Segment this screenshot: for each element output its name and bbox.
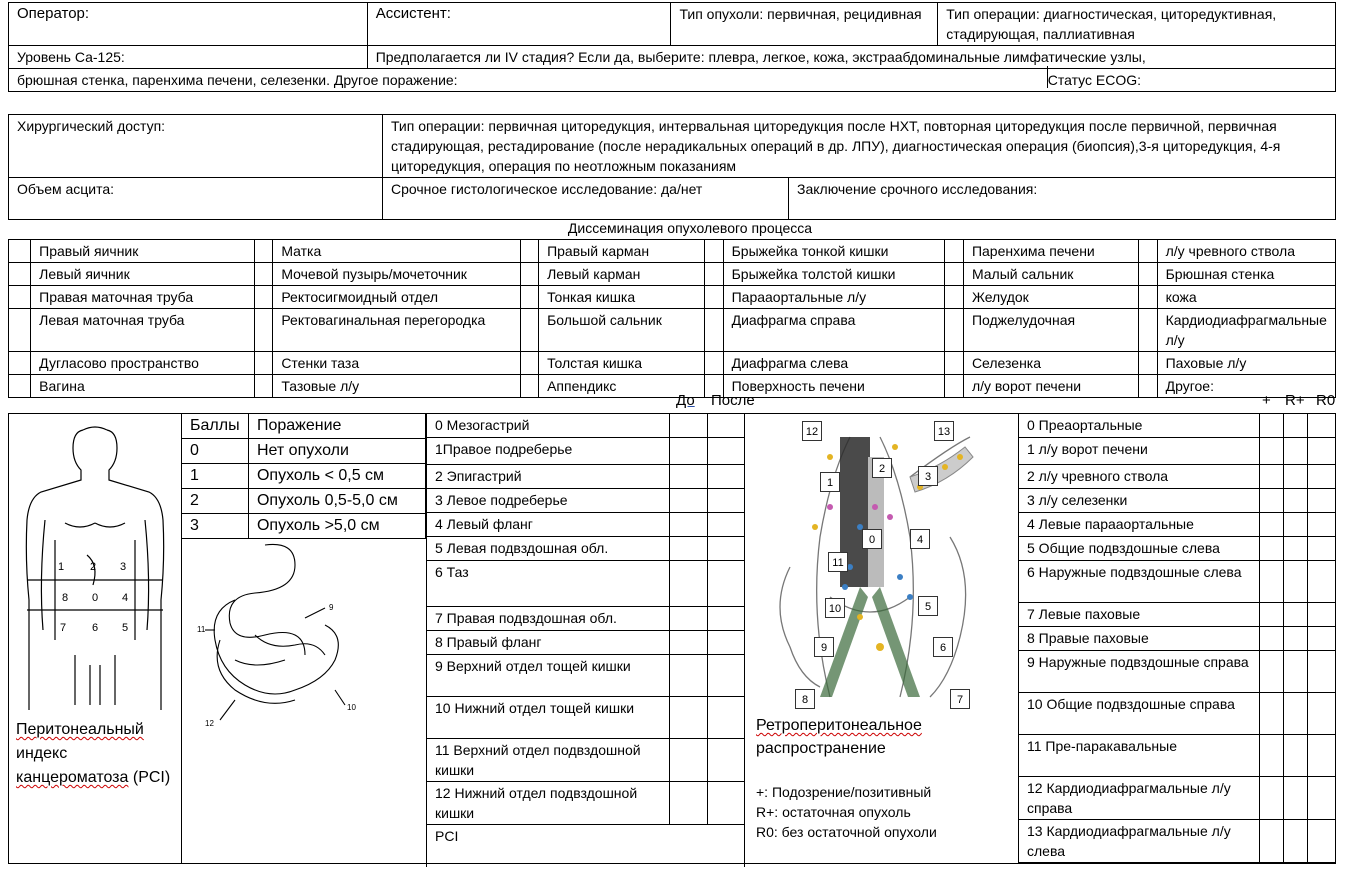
node-rplus-cell[interactable] bbox=[1284, 627, 1308, 651]
pci-region: 7 Правая подвздошная обл. bbox=[427, 607, 670, 631]
node-r0-cell[interactable] bbox=[1308, 465, 1336, 489]
region-after-cell[interactable] bbox=[708, 561, 745, 607]
dissemination-checkbox[interactable] bbox=[9, 240, 31, 263]
pci-region: 8 Правый фланг bbox=[427, 631, 670, 655]
lymph-node-site: 12 Кардиодиафрагмальные л/у справа bbox=[1019, 777, 1260, 820]
node-r0-cell[interactable] bbox=[1308, 735, 1336, 777]
score-value: 1 bbox=[182, 464, 249, 489]
dissemination-checkbox[interactable] bbox=[254, 352, 272, 375]
dissemination-checkbox[interactable] bbox=[945, 263, 963, 286]
dissemination-site: Аппендикс bbox=[539, 375, 705, 398]
node-rplus-cell[interactable] bbox=[1284, 561, 1308, 603]
anatomy-number-box: 4 bbox=[910, 529, 930, 549]
lymph-node-site: 13 Кардиодиафрагмальные л/у слева bbox=[1019, 820, 1260, 863]
score-value: 3 bbox=[182, 514, 249, 539]
dissemination-site: Матка bbox=[273, 240, 520, 263]
dissemination-site: Паренхима печени bbox=[963, 240, 1138, 263]
surgery-table bbox=[8, 114, 1336, 220]
dissemination-site: Поджелудочная bbox=[963, 309, 1138, 352]
lymph-node-site: 7 Левые паховые bbox=[1019, 603, 1260, 627]
lymph-node-site: 2 л/у чревного ствола bbox=[1019, 465, 1260, 489]
anatomy-number-box: 12 bbox=[802, 421, 822, 441]
node-r0-cell[interactable] bbox=[1308, 414, 1336, 438]
dissemination-site: Другое: bbox=[1157, 375, 1335, 398]
node-plus-cell[interactable] bbox=[1260, 735, 1284, 777]
region-before-cell[interactable] bbox=[670, 489, 708, 513]
anatomy-number-box: 3 bbox=[918, 466, 938, 486]
node-plus-cell[interactable] bbox=[1260, 651, 1284, 693]
dissemination-checkbox[interactable] bbox=[254, 309, 272, 352]
ecog-divider bbox=[1047, 66, 1048, 88]
rplus-marker: R+ bbox=[1285, 392, 1305, 409]
region-before-cell[interactable] bbox=[670, 739, 708, 782]
dissemination-checkbox[interactable] bbox=[520, 375, 538, 398]
dissemination-site: Кардиодиафрагмальные л/у bbox=[1157, 309, 1335, 352]
score-value: 0 bbox=[182, 439, 249, 464]
anatomy-number-box: 8 bbox=[795, 689, 815, 709]
anatomy-number-box: 11 bbox=[828, 552, 848, 572]
region-before-cell[interactable] bbox=[670, 465, 708, 489]
region-before-cell[interactable] bbox=[670, 561, 708, 607]
node-plus-cell[interactable] bbox=[1260, 627, 1284, 651]
before-label: До bbox=[676, 392, 695, 409]
dissemination-site: Стенки таза bbox=[273, 352, 520, 375]
ecog-field[interactable]: Статус ECOG: bbox=[938, 69, 1336, 92]
stage4-question: Предполагается ли IV стадия? Если да, выберите: плевра, легкое, кожа, экстраабдоминальные лимфатические узлы, bbox=[367, 46, 1335, 69]
dissemination-site: Брюшная стенка bbox=[1157, 263, 1335, 286]
dissemination-site: Вагина bbox=[31, 375, 255, 398]
pci-region: 0 Мезогастрий bbox=[427, 414, 670, 438]
node-plus-cell[interactable] bbox=[1260, 561, 1284, 603]
dissemination-checkbox[interactable] bbox=[1139, 263, 1157, 286]
dissemination-checkbox[interactable] bbox=[254, 240, 272, 263]
region-after-cell[interactable] bbox=[708, 607, 745, 631]
node-rplus-cell[interactable] bbox=[1284, 465, 1308, 489]
body-region-2: 2 bbox=[89, 561, 97, 573]
dissemination-site: Толстая кишка bbox=[539, 352, 705, 375]
regions-table bbox=[426, 413, 745, 867]
dissemination-site: Левый карман bbox=[539, 263, 705, 286]
dissemination-site: Большой сальник bbox=[539, 309, 705, 352]
dissemination-checkbox[interactable] bbox=[520, 263, 538, 286]
dissemination-checkbox[interactable] bbox=[1139, 240, 1157, 263]
region-after-cell[interactable] bbox=[708, 782, 745, 825]
dissemination-checkbox[interactable] bbox=[520, 352, 538, 375]
dissemination-checkbox[interactable] bbox=[945, 286, 963, 309]
dissemination-site: Паховые л/у bbox=[1157, 352, 1335, 375]
dissemination-checkbox[interactable] bbox=[705, 263, 723, 286]
legend-plus: +: Подозрение/позитивный bbox=[756, 784, 932, 800]
node-r0-cell[interactable] bbox=[1308, 820, 1336, 863]
retroperitoneal-legend bbox=[756, 782, 1016, 842]
dissemination-site: Парааортальные л/у bbox=[723, 286, 945, 309]
lymph-node-site: 11 Пре-паракавальные bbox=[1019, 735, 1260, 777]
body-region-5: 5 bbox=[121, 622, 129, 634]
dissemination-checkbox[interactable] bbox=[520, 309, 538, 352]
legend-rplus: R+: остаточная опухоль bbox=[756, 804, 911, 820]
lymph-node-site: 6 Наружные подвздошные слева bbox=[1019, 561, 1260, 603]
node-r0-cell[interactable] bbox=[1308, 489, 1336, 513]
node-rplus-cell[interactable] bbox=[1284, 777, 1308, 820]
node-plus-cell[interactable] bbox=[1260, 820, 1284, 863]
dissemination-checkbox[interactable] bbox=[9, 352, 31, 375]
dissemination-site: Ректосигмоидный отдел bbox=[273, 286, 520, 309]
anatomy-number-box: 7 bbox=[950, 689, 970, 709]
anatomy-number-box: 2 bbox=[872, 458, 892, 478]
operator-field[interactable]: Оператор: bbox=[9, 3, 368, 46]
pci-region: 6 Таз bbox=[427, 561, 670, 607]
region-after-cell[interactable] bbox=[708, 489, 745, 513]
lymph-node-site: 1 л/у ворот печени bbox=[1019, 438, 1260, 465]
body-region-3: 3 bbox=[119, 561, 127, 573]
lymph-nodes-table bbox=[1018, 413, 1336, 863]
body-region-4: 4 bbox=[121, 592, 129, 604]
dissemination-site: кожа bbox=[1157, 286, 1335, 309]
dissemination-site: Брыжейка тонкой кишки bbox=[723, 240, 945, 263]
anatomy-number-box: 13 bbox=[934, 421, 954, 441]
body-region-7: 7 bbox=[59, 622, 67, 634]
node-r0-cell[interactable] bbox=[1308, 693, 1336, 735]
score-description: Опухоль 0,5-5,0 см bbox=[248, 489, 425, 514]
dissemination-site: Правая маточная труба bbox=[31, 286, 255, 309]
node-rplus-cell[interactable] bbox=[1284, 820, 1308, 863]
dissemination-checkbox[interactable] bbox=[9, 263, 31, 286]
dissemination-title: Диссеминация опухолевого процесса bbox=[567, 220, 813, 236]
dissemination-site: л/у ворот печени bbox=[963, 375, 1138, 398]
dissemination-site: Желудок bbox=[963, 286, 1138, 309]
region-after-cell[interactable] bbox=[708, 465, 745, 489]
anatomy-number-box: 1 bbox=[820, 472, 840, 492]
node-plus-cell[interactable] bbox=[1260, 603, 1284, 627]
dissemination-site: Брыжейка толстой кишки bbox=[723, 263, 945, 286]
pci-region: 5 Левая подвздошная обл. bbox=[427, 537, 670, 561]
dissemination-checkbox[interactable] bbox=[1139, 309, 1157, 352]
dissemination-site: Тазовые л/у bbox=[273, 375, 520, 398]
region-before-cell[interactable] bbox=[670, 438, 708, 465]
region-after-cell[interactable] bbox=[708, 655, 745, 697]
node-r0-cell[interactable] bbox=[1308, 651, 1336, 693]
node-rplus-cell[interactable] bbox=[1284, 513, 1308, 537]
node-rplus-cell[interactable] bbox=[1284, 489, 1308, 513]
region-before-cell[interactable] bbox=[670, 782, 708, 825]
pci-region: 10 Нижний отдел тощей кишки bbox=[427, 697, 670, 739]
dissemination-checkbox[interactable] bbox=[945, 352, 963, 375]
node-rplus-cell[interactable] bbox=[1284, 414, 1308, 438]
region-before-cell[interactable] bbox=[670, 697, 708, 739]
node-plus-cell[interactable] bbox=[1260, 465, 1284, 489]
anatomy-number-box: 6 bbox=[933, 637, 953, 657]
dissemination-checkbox[interactable] bbox=[945, 240, 963, 263]
pci-region: 12 Нижний отдел подвздошной кишки bbox=[427, 782, 670, 825]
pci-region: 3 Левое подреберье bbox=[427, 489, 670, 513]
legend-r0: R0: без остаточной опухоли bbox=[756, 824, 937, 840]
intestine-label-11: 11 bbox=[197, 625, 206, 634]
dissemination-table bbox=[8, 239, 1336, 398]
node-plus-cell[interactable] bbox=[1260, 693, 1284, 735]
lymph-node-site: 3 л/у селезенки bbox=[1019, 489, 1260, 513]
region-after-cell[interactable] bbox=[708, 438, 745, 465]
dissemination-checkbox[interactable] bbox=[520, 240, 538, 263]
body-region-8: 8 bbox=[61, 592, 69, 604]
body-region-6: 6 bbox=[91, 622, 99, 634]
assistant-field[interactable]: Ассистент: bbox=[367, 3, 671, 46]
lymph-node-site: 5 Общие подвздошные слева bbox=[1019, 537, 1260, 561]
region-before-cell[interactable] bbox=[670, 414, 708, 438]
anatomy-number-box: 5 bbox=[918, 596, 938, 616]
body-region-0: 0 bbox=[91, 592, 99, 604]
node-r0-cell[interactable] bbox=[1308, 627, 1336, 651]
node-plus-cell[interactable] bbox=[1260, 513, 1284, 537]
dissemination-checkbox[interactable] bbox=[705, 240, 723, 263]
dissemination-site: Дугласово пространство bbox=[31, 352, 255, 375]
pci-region: 2 Эпигастрий bbox=[427, 465, 670, 489]
region-after-cell[interactable] bbox=[708, 537, 745, 561]
dissemination-site: Малый сальник bbox=[963, 263, 1138, 286]
dissemination-checkbox[interactable] bbox=[254, 263, 272, 286]
score-description: Опухоль < 0,5 см bbox=[248, 464, 425, 489]
dissemination-site: Левый яичник bbox=[31, 263, 255, 286]
region-before-cell[interactable] bbox=[670, 537, 708, 561]
region-after-cell[interactable] bbox=[708, 513, 745, 537]
header-table bbox=[8, 2, 1336, 92]
dissemination-checkbox[interactable] bbox=[1139, 286, 1157, 309]
operation-type-field[interactable]: Тип операции: диагностическая, циторедуктивная, стадирующая, паллиативная bbox=[938, 3, 1336, 46]
node-r0-cell[interactable] bbox=[1308, 561, 1336, 603]
dissemination-site: Мочевой пузырь/мочеточник bbox=[273, 263, 520, 286]
dissemination-site: Диафрагма слева bbox=[723, 352, 945, 375]
region-after-cell[interactable] bbox=[708, 414, 745, 438]
dissemination-checkbox[interactable] bbox=[705, 309, 723, 352]
region-before-cell[interactable] bbox=[670, 607, 708, 631]
region-after-cell[interactable] bbox=[708, 697, 745, 739]
dissemination-checkbox[interactable] bbox=[9, 286, 31, 309]
region-after-cell[interactable] bbox=[708, 739, 745, 782]
node-rplus-cell[interactable] bbox=[1284, 438, 1308, 465]
node-rplus-cell[interactable] bbox=[1284, 651, 1308, 693]
dissemination-checkbox[interactable] bbox=[705, 286, 723, 309]
node-plus-cell[interactable] bbox=[1260, 438, 1284, 465]
retroperitoneal-label: Ретроперитонеальное распространение bbox=[756, 717, 922, 757]
dissemination-checkbox[interactable] bbox=[1139, 375, 1157, 398]
dissemination-checkbox[interactable] bbox=[945, 309, 963, 352]
retroperitoneal-anatomy-image bbox=[760, 417, 982, 709]
dissemination-checkbox[interactable] bbox=[945, 375, 963, 398]
urgent-histology-field[interactable]: Срочное гистологическое исследование: да/нет bbox=[383, 178, 789, 220]
score-table bbox=[181, 413, 426, 539]
intestine-label-12: 12 bbox=[205, 719, 214, 728]
stage4-continuation: брюшная стенка, паренхима печени, селезенки. Другое поражение: bbox=[9, 69, 938, 92]
dissemination-site: Поверхность печени bbox=[723, 375, 945, 398]
region-before-cell[interactable] bbox=[670, 631, 708, 655]
dissemination-site: Диафрагма справа bbox=[723, 309, 945, 352]
node-plus-cell[interactable] bbox=[1260, 777, 1284, 820]
pci-label: Перитонеальный индекс канцероматоза (PCI) bbox=[16, 721, 171, 786]
lymph-node-site: 4 Левые парааортальные bbox=[1019, 513, 1260, 537]
pci-region: 9 Верхний отдел тощей кишки bbox=[427, 655, 670, 697]
body-region-1: 1 bbox=[57, 561, 65, 573]
dissemination-site: Ректовагинальная перегородка bbox=[273, 309, 520, 352]
dissemination-checkbox[interactable] bbox=[1139, 352, 1157, 375]
dissemination-checkbox[interactable] bbox=[254, 375, 272, 398]
dissemination-site: Левая маточная труба bbox=[31, 309, 255, 352]
lymph-node-site: 10 Общие подвздошные справа bbox=[1019, 693, 1260, 735]
dissemination-site: л/у чревного ствола bbox=[1157, 240, 1335, 263]
anatomy-number-box: 9 bbox=[814, 637, 834, 657]
pci-region: 4 Левый фланг bbox=[427, 513, 670, 537]
urgent-conclusion-field[interactable]: Заключение срочного исследования: bbox=[789, 178, 1336, 220]
intestine-label-10: 10 bbox=[347, 703, 356, 712]
anatomy-number-box: 0 bbox=[862, 529, 882, 549]
plus-marker: + bbox=[1262, 392, 1271, 409]
region-before-cell[interactable] bbox=[670, 513, 708, 537]
score-header: Поражение bbox=[248, 414, 425, 439]
ascites-volume-field[interactable]: Объем асцита: bbox=[9, 178, 383, 220]
dissemination-site: Тонкая кишка bbox=[539, 286, 705, 309]
node-plus-cell[interactable] bbox=[1260, 414, 1284, 438]
dissemination-checkbox[interactable] bbox=[254, 286, 272, 309]
r0-marker: R0 bbox=[1316, 392, 1336, 409]
lymph-node-site: 8 Правые паховые bbox=[1019, 627, 1260, 651]
node-plus-cell[interactable] bbox=[1260, 489, 1284, 513]
region-before-cell[interactable] bbox=[670, 655, 708, 697]
node-r0-cell[interactable] bbox=[1308, 513, 1336, 537]
dissemination-site: Правый карман bbox=[539, 240, 705, 263]
score-description: Опухоль >5,0 см bbox=[248, 514, 425, 539]
dissemination-checkbox[interactable] bbox=[9, 375, 31, 398]
score-value: 2 bbox=[182, 489, 249, 514]
region-after-cell[interactable] bbox=[708, 631, 745, 655]
ca125-field[interactable]: Уровень Са-125: bbox=[9, 46, 368, 69]
node-rplus-cell[interactable] bbox=[1284, 735, 1308, 777]
lymph-node-site: 9 Наружные подвздошные справа bbox=[1019, 651, 1260, 693]
surgery-type-options[interactable]: Тип операции: первичная циторедукция, интервальная циторедукция после НХТ, повторная циторедукция после первичной, первичная стадирующая, рестадирование (после нерадикальных операций в др. ЛПУ), диагностическая операция (биопсия),3-я циторедукция, 4-я циторедукция, операция по неотложным показаниям bbox=[383, 115, 1336, 178]
node-r0-cell[interactable] bbox=[1308, 603, 1336, 627]
after-label: После bbox=[711, 392, 755, 409]
node-rplus-cell[interactable] bbox=[1284, 537, 1308, 561]
dissemination-site: Правый яичник bbox=[31, 240, 255, 263]
dissemination-checkbox[interactable] bbox=[705, 352, 723, 375]
dissemination-checkbox[interactable] bbox=[9, 309, 31, 352]
node-rplus-cell[interactable] bbox=[1284, 603, 1308, 627]
intestine-diagram bbox=[195, 540, 375, 730]
score-description: Нет опухоли bbox=[248, 439, 425, 464]
node-rplus-cell[interactable] bbox=[1284, 693, 1308, 735]
body-diagram bbox=[15, 425, 175, 715]
node-r0-cell[interactable] bbox=[1308, 537, 1336, 561]
dissemination-checkbox[interactable] bbox=[520, 286, 538, 309]
node-plus-cell[interactable] bbox=[1260, 537, 1284, 561]
anatomy-number-box: 10 bbox=[825, 598, 845, 618]
score-header: Баллы bbox=[182, 414, 249, 439]
lymph-node-site: 0 Преаортальные bbox=[1019, 414, 1260, 438]
surgical-access-field[interactable]: Хирургический доступ: bbox=[9, 115, 383, 178]
dissemination-site: Селезенка bbox=[963, 352, 1138, 375]
pci-region: PCI bbox=[427, 825, 745, 867]
intestine-label-9: 9 bbox=[329, 603, 334, 612]
node-r0-cell[interactable] bbox=[1308, 777, 1336, 820]
tumor-type-field[interactable]: Тип опухоли: первичная, рецидивная bbox=[671, 3, 938, 46]
pci-region: 11 Верхний отдел подвздошной кишки bbox=[427, 739, 670, 782]
pci-region: 1Правое подреберье bbox=[427, 438, 670, 465]
node-r0-cell[interactable] bbox=[1308, 438, 1336, 465]
